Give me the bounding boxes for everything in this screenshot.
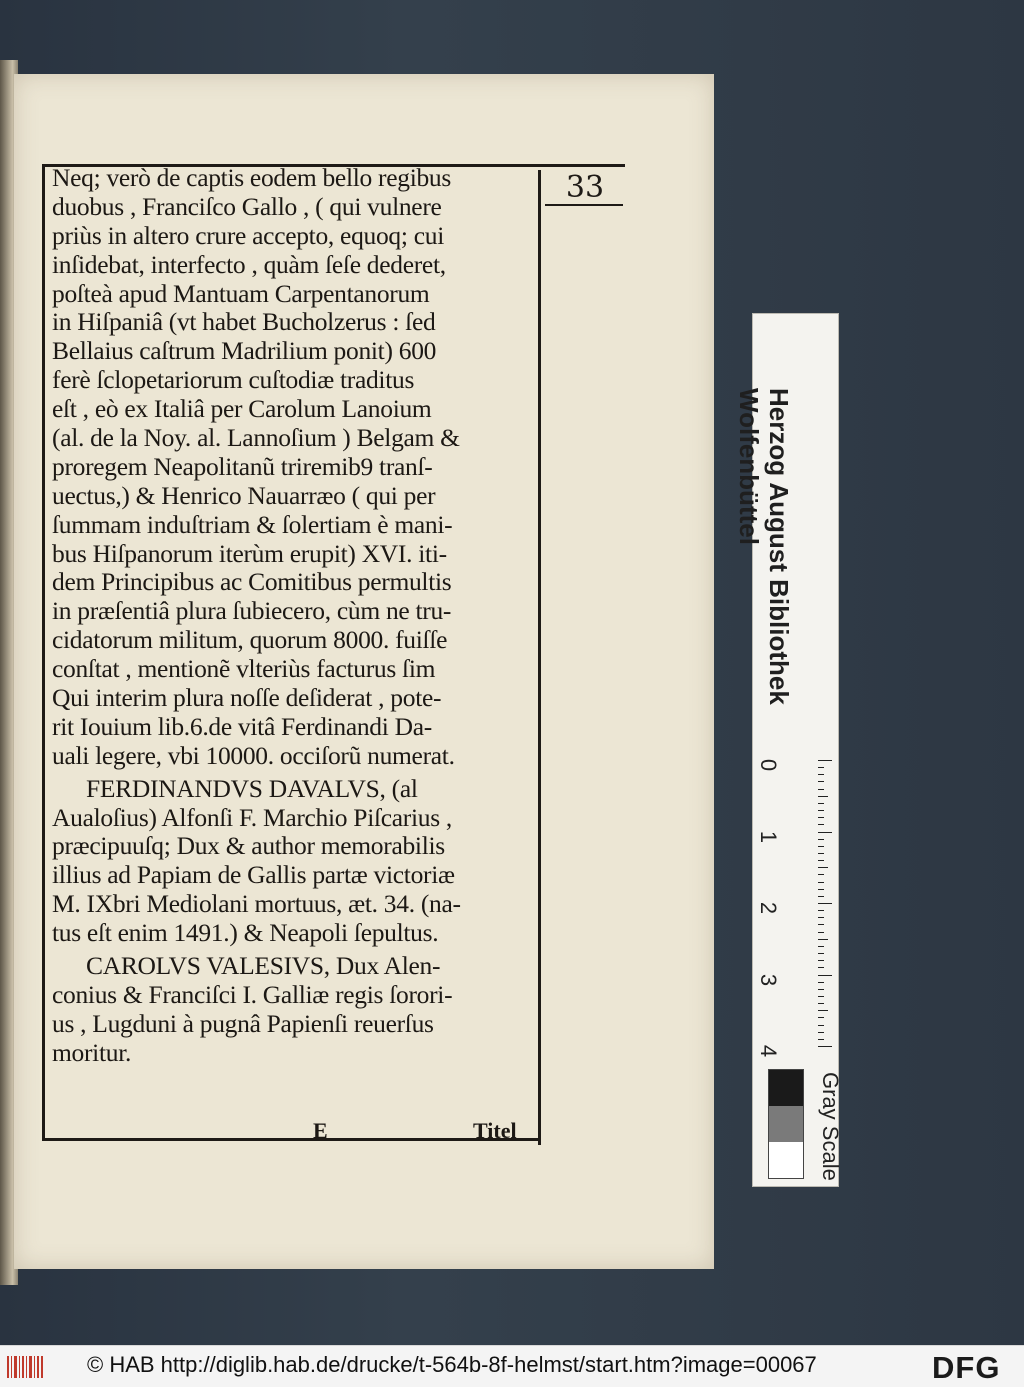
ruler-number: 0: [756, 758, 782, 772]
text-line: poſteà apud Mantuam Carpentanorum: [52, 279, 430, 308]
ruler-tick: [818, 910, 824, 911]
ruler-tick: [818, 982, 824, 983]
text-line: uali legere, vbi 10000. occiſorũ numerat.: [52, 741, 455, 770]
ruler-tick: [818, 1017, 824, 1018]
text-line: eſt , eò ex Italiâ per Carolum Lanoium: [52, 395, 432, 424]
page-frame-left-rule: [42, 164, 45, 1139]
dfg-logo: DFG: [932, 1350, 1001, 1385]
gray-patch: [769, 1142, 803, 1178]
ruler-tick: [818, 967, 824, 968]
ruler-tick: [818, 896, 824, 897]
signature-mark: E: [313, 1118, 328, 1143]
library-name: [734, 388, 794, 705]
text-line: inſidebat, interfecto , quàm ſeſe dederet,: [52, 250, 446, 279]
text-line: ſummam induſtriam & ſolertiam è mani-: [52, 510, 453, 539]
ruler-tick: [818, 774, 824, 775]
ruler-tick: [818, 1046, 832, 1047]
text-line: bus Hiſpanorum iterùm erupit) XVI. iti-: [52, 539, 447, 568]
ruler-tick: [818, 839, 824, 840]
ruler-tick: [818, 817, 824, 818]
paragraph-2: [52, 775, 538, 948]
text-line: cidatorum militum, quorum 8000. fuiſſe: [52, 626, 448, 655]
ruler-tick: [818, 996, 824, 997]
text-line: moritur.: [52, 1038, 132, 1067]
catchword: Titel: [473, 1118, 517, 1143]
library-name-line2: Wolfenbüttel: [734, 388, 764, 545]
text-line: illius ad Papiam de Gallis partæ victoriæ: [52, 861, 455, 890]
ruler: [818, 760, 832, 1060]
copyright-link[interactable]: © HAB http://diglib.hab.de/drucke/t-564b-8f-helmst/start.htm?image=00067: [87, 1352, 817, 1377]
ruler-tick: [818, 1039, 824, 1040]
text-line: uectus,) & Henrico Nauarræo ( qui per: [52, 481, 436, 510]
text-line: præcipuuſq; Dux & author memorabilis: [52, 832, 445, 861]
page-frame-bottom-rule: [42, 1138, 540, 1141]
text-line: us , Lugduni à pugnâ Papienſi reuerſus: [52, 1009, 434, 1038]
gray-patch: [769, 1070, 803, 1106]
text-line: duobus , Franciſco Gallo , ( qui vulnere: [52, 192, 442, 221]
ruler-number: 1: [756, 830, 782, 843]
ruler-tick: [818, 939, 828, 940]
ruler-tick: [818, 1010, 828, 1011]
ruler-tick: [818, 832, 832, 833]
page-frame-right-rule: [538, 170, 541, 1145]
text-line: Bellaius caſtrum Madrilium ponit) 600: [52, 337, 437, 366]
text-line: tus eſt enim 1491.) & Neapoli ſepultus.: [52, 919, 439, 948]
text-line: M. IXbri Mediolani mortuus, æt. 34. (na-: [52, 890, 461, 919]
text-line: in præſentiâ plura ſubiecero, cùm ne tru-: [52, 597, 452, 626]
ruler-tick: [818, 810, 824, 811]
text-line: Aualoſius) Alfonſi F. Marchio Piſcarius ,: [52, 803, 452, 832]
text-line: priùs in altero crure accepto, equoq; cui: [52, 221, 444, 250]
page-number: 33: [565, 170, 605, 205]
text-line: Qui interim plura noſſe deſiderat , pote-: [52, 684, 442, 713]
page-text: [52, 164, 538, 1068]
ruler-tick: [818, 975, 832, 976]
barcode-icon: [6, 1354, 46, 1380]
text-line: dem Principibus ac Comitibus permultis: [52, 568, 452, 597]
paragraph-1: [52, 164, 538, 771]
text-line: in Hiſpaniâ (vt habet Bucholzerus : ſed: [52, 308, 436, 337]
gray-scale-label: Gray Scale: [818, 1072, 843, 1181]
ruler-tick: [818, 824, 824, 825]
ruler-tick: [818, 767, 824, 768]
ruler-tick: [818, 1003, 824, 1004]
ruler-tick: [818, 924, 824, 925]
ruler-tick: [818, 917, 824, 918]
text-line: proregem Neapolitanũ triremib9 tranſ-: [52, 452, 433, 481]
ruler-tick: [818, 760, 832, 761]
ruler-number: 3: [756, 973, 782, 986]
text-line: (al. de la Noy. al. Lannoſium ) Belgam &: [52, 424, 460, 453]
ruler-tick: [818, 789, 824, 790]
ruler-tick: [818, 989, 824, 990]
ruler-tick: [818, 867, 828, 868]
library-name-line1: Herzog August Bibliothek: [764, 388, 794, 705]
ruler-tick: [818, 1025, 824, 1026]
paragraph-3: [52, 952, 538, 1068]
text-line: conius & Franciſci I. Galliæ regis ſorori-: [52, 980, 453, 1009]
ruler-tick: [818, 903, 832, 904]
gray-scale-patches: [768, 1069, 804, 1179]
ruler-tick: [818, 796, 828, 797]
gray-patch: [769, 1106, 803, 1142]
text-line: CAROLVS VALESIVS, Dux Alen-: [86, 952, 441, 981]
ruler-tick: [818, 846, 824, 847]
ruler-tick: [818, 853, 824, 854]
ruler-tick: [818, 953, 824, 954]
ruler-tick: [818, 889, 824, 890]
text-line: conſtat , mentionẽ vlteriùs facturus ſim: [52, 655, 436, 684]
ruler-number: 2: [756, 901, 782, 915]
ruler-tick: [818, 1032, 824, 1033]
ruler-tick: [818, 803, 824, 804]
ruler-tick: [818, 960, 824, 961]
ruler-tick: [818, 882, 824, 883]
ruler-tick: [818, 932, 824, 933]
text-line: FERDINANDVS DAVALVS, (al: [86, 774, 418, 803]
ruler-tick: [818, 781, 824, 782]
ruler-number: 4: [756, 1044, 782, 1058]
text-line: Neq; verò de captis eodem bello regibus: [52, 164, 452, 192]
text-line: ferè ſclopetariorum cuſtodiæ traditus: [52, 366, 415, 395]
footer-bar: [0, 1345, 1024, 1387]
ruler-tick: [818, 874, 824, 875]
text-line: rit Iouium lib.6.de vitâ Ferdinandi Da-: [52, 712, 432, 741]
ruler-tick: [818, 946, 824, 947]
ruler-tick: [818, 860, 824, 861]
